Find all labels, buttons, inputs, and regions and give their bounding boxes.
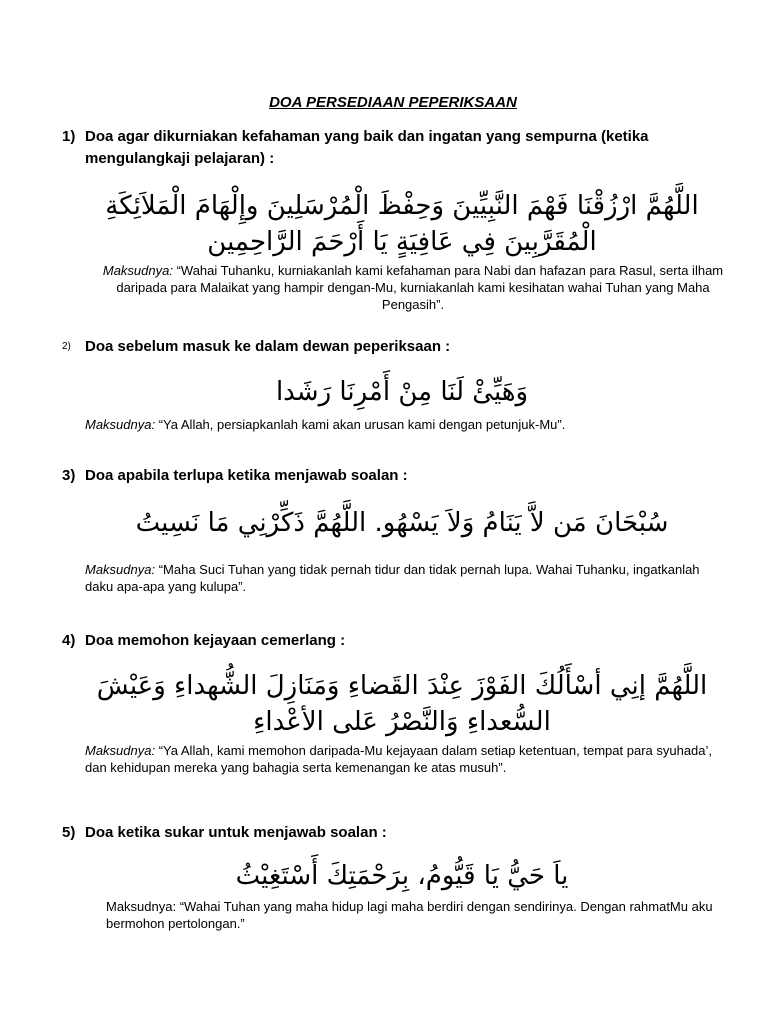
meaning-label: Maksudnya: [106,899,177,914]
doa-item-5 [62,822,742,932]
meaning-label: Maksudnya: [102,263,173,278]
item-heading: Doa ketika sukar untuk menjawab soalan : [85,824,387,841]
doa-item-1 [62,126,742,313]
meaning-label: Maksudnya: [85,417,156,432]
item-number: 1) [62,128,76,145]
arabic-prayer: سُبْحَانَ مَن لاَّ يَنَامُ وَلاَ يَسْهُو. اللَّهُمَّ ذَكِّرْنِي مَا نَسِيتُ [135,508,669,538]
meaning-text: “Ya Allah, kami memohon daripada-Mu kejayaan dalam setiap ketentuan, tempat para syuhada’, dan kehidupan mereka yang bahagia serta kemenangan ke atas musuh”. [85,743,713,775]
doa-item-4 [62,630,742,776]
arabic-prayer: اللَّهُمَّ ارْزُقْنَا فَهْمَ النَّبِيِّينَ وَحِفْظَ الْمُرْسَلِينَ وإِلْهَامَ الْمَلاَئِكَةِ الْمُقَرَّبِينَ فِي عَافِيَةٍ يَا أَرْحَمَ الرَّاحِمِين [105,191,699,257]
meaning-label: Maksudnya: [85,743,156,758]
doa-item-3 [62,465,742,595]
page-title: DOA PERSEDIAAN PEPERIKSAAN [269,94,517,111]
item-number: 3) [62,467,76,484]
arabic-prayer: اللَّهُمَّ إنِي أسْأَلُكَ الفَوْزَ عِنْدَ القَضاءِ وَمَنَازِلَ الشُّهداءِ وَعَيْشَ السُّعداءِ وَالنَّصْرُ عَلى الأعْداءِ [96,671,708,737]
item-heading: Doa apabila terlupa ketika menjawab soalan : [85,467,408,484]
item-number: 5) [62,824,76,841]
item-heading: Doa sebelum masuk ke dalam dewan peperiksaan : [85,338,451,355]
item-heading: Doa agar dikurniakan kefahaman yang baik dan ingatan yang sempurna (ketika mengulangkaji pelajaran) : [85,128,649,167]
item-number: 4) [62,632,76,649]
translation [106,898,726,932]
arabic-prayer: ياَ حَيُّ يَا قَيُّومُ، بِرَحْمَتِكَ أَسْتَغِيْثُ [235,861,569,891]
arabic-prayer: وَهَيِّئْ لَنَا مِنْ أَمْرِنَا رَشَدا [275,377,529,407]
translation [85,561,725,595]
meaning-text: “Wahai Tuhan yang maha hidup lagi maha berdiri dengan sendirinya. Dengan rahmatMu aku bermohon pertolongan.” [106,899,713,931]
item-number: 2) [62,341,71,352]
translation [84,262,742,313]
meaning-text: “Ya Allah, persiapkanlah kami akan urusan kami dengan petunjuk-Mu”. [158,417,566,432]
meaning-text: “Maha Suci Tuhan yang tidak pernah tidur dan tidak pernah lupa. Wahai Tuhanku, ingatkanlah daku apa-apa yang kulupa”. [85,562,700,594]
item-heading: Doa memohon kejayaan cemerlang : [85,632,346,649]
translation [85,416,742,433]
meaning-text: “Wahai Tuhanku, kurniakanlah kami kefahaman para Nabi dan hafazan para Rasul, serta ilham daripada para Malaikat yang hampir dengan-Mu, kurniakanlah kami kesihatan wahai Tuhan yang Maha Pengasih”. [116,263,724,312]
translation [85,742,725,776]
meaning-label: Maksudnya: [85,562,156,577]
doa-item-2 [62,336,742,433]
